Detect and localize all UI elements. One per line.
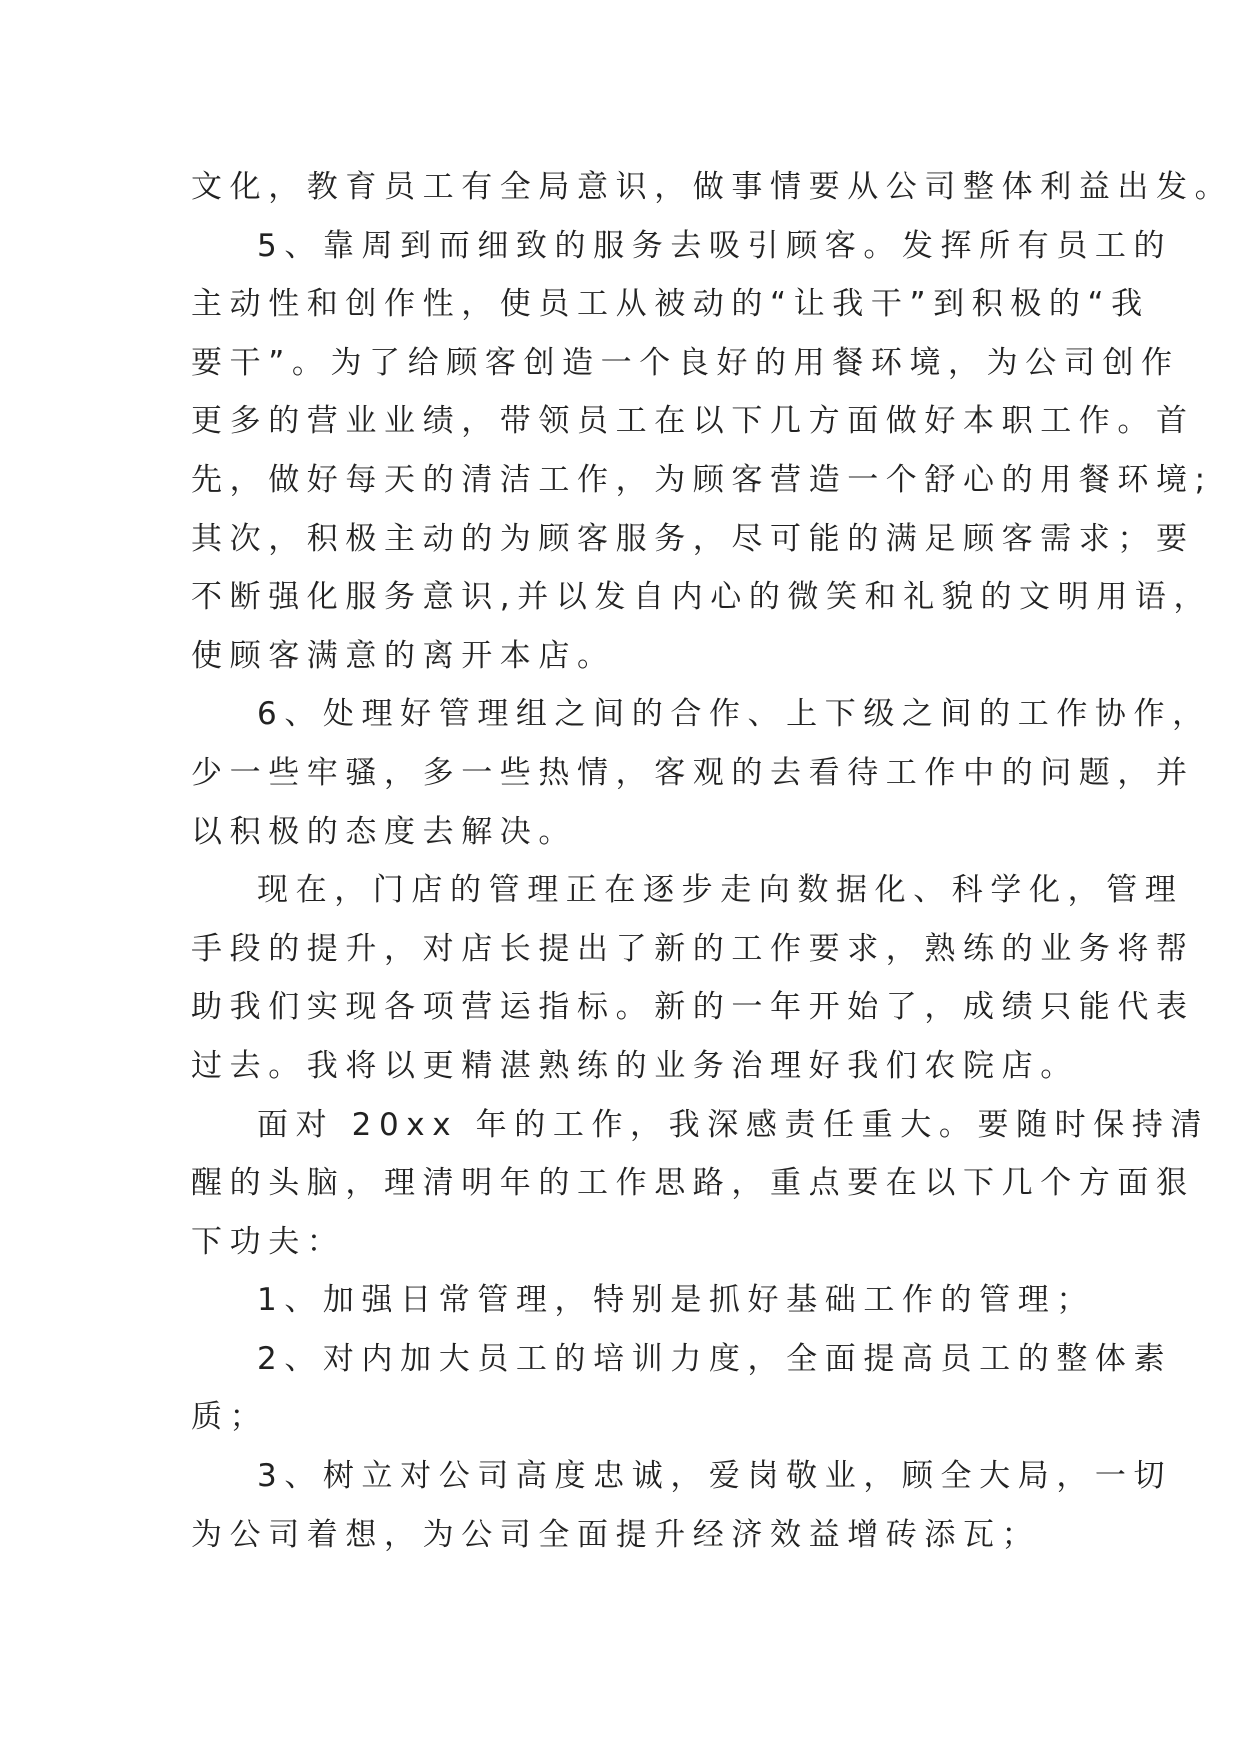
text-line: 使顾客满意的离开本店。: [191, 637, 616, 674]
text-line: 5、靠周到而细致的服务去吸引顾客。发挥所有员工的: [257, 227, 1173, 264]
text-line: 过去。我将以更精湛熟练的业务治理好我们农院店。: [191, 1047, 1079, 1084]
text-line: 先，做好每天的清洁工作，为顾客营造一个舒心的用餐环境;: [191, 461, 1213, 498]
text-line: 面对 20xx 年的工作，我深感责任重大。要随时保持清: [257, 1106, 1210, 1143]
text-line: 醒的头脑，理清明年的工作思路，重点要在以下几个方面狠: [191, 1165, 1195, 1202]
text-line: 主动性和创作性，使员工从被动的“让我干”到积极的“我: [191, 286, 1150, 323]
text-line: 助我们实现各项营运指标。新的一年开始了，成绩只能代表: [191, 989, 1195, 1026]
text-line: 2、对内加大员工的培训力度，全面提高员工的整体素: [257, 1340, 1173, 1377]
text-line: 1、加强日常管理，特别是抓好基础工作的管理；: [257, 1282, 1095, 1319]
text-line: 文化，教育员工有全局意识，做事情要从公司整体利益出发。: [191, 169, 1234, 205]
text-line: 手段的提升，对店长提出了新的工作要求，熟练的业务将帮: [191, 930, 1195, 967]
text-line: 以积极的态度去解决。: [191, 813, 577, 850]
document-body: [191, 158, 1234, 1564]
text-line: 其次，积极主动的为顾客服务，尽可能的满足顾客需求；要: [191, 520, 1195, 557]
text-line: 为公司着想，为公司全面提升经济效益增砖添瓦；: [191, 1516, 1041, 1553]
text-line: 更多的营业业绩，带领员工在以下几方面做好本职工作。首: [191, 403, 1195, 440]
text-line: 下功夫：: [191, 1223, 346, 1260]
text-line: 3、树立对公司高度忠诚，爱岗敬业，顾全大局，一切: [257, 1458, 1173, 1495]
text-line: 要干”。为了给顾客创造一个良好的用餐环境，为公司创作: [191, 344, 1180, 381]
text-line: 现在，门店的管理正在逐步走向数据化、科学化，管理: [257, 872, 1184, 909]
text-line: 质；: [191, 1399, 269, 1436]
text-line: 少一些牢骚，多一些热情，客观的去看待工作中的问题，并: [191, 754, 1195, 791]
text-line: 不断强化服务意识,并以发自内心的微笑和礼貌的文明用语，: [191, 579, 1213, 616]
text-line: 6、处理好管理组之间的合作、上下级之间的工作协作，: [257, 696, 1211, 733]
